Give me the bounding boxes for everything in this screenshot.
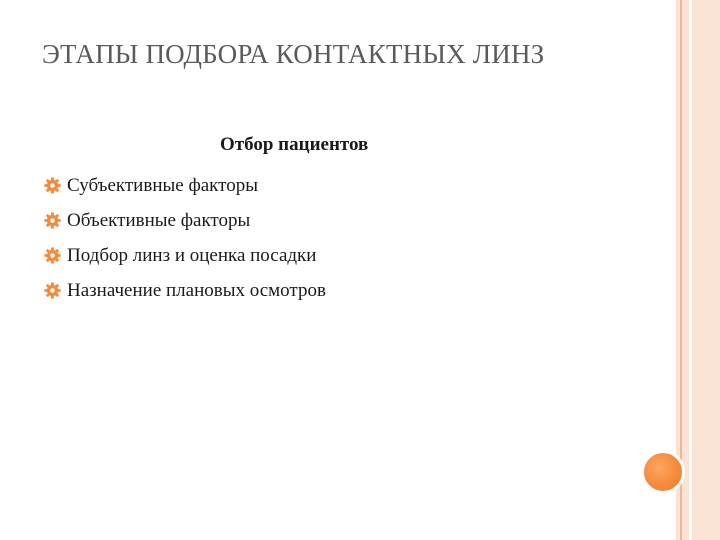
decor-circle <box>641 450 685 494</box>
gear-icon <box>44 282 61 299</box>
bullet-label: Подбор линз и оценка посадки <box>67 244 317 266</box>
slide-title: ЭТАПЫ ПОДБОРА КОНТАКТНЫХ ЛИНЗ <box>42 39 545 69</box>
bullet-label: Объективные факторы <box>67 209 251 231</box>
bullet-label: Назначение плановых осмотров <box>67 279 326 301</box>
bullet-item <box>44 168 326 203</box>
bullet-item <box>44 238 326 273</box>
gear-icon <box>44 212 61 229</box>
gear-icon <box>44 247 61 264</box>
right-decor-gap <box>689 0 692 540</box>
bullet-label: Субъективные факторы <box>67 174 258 196</box>
slide-subheading: Отбор пациентов <box>220 134 369 155</box>
bullet-item <box>44 203 326 238</box>
bullet-list <box>44 168 326 308</box>
gear-icon <box>44 177 61 194</box>
bullet-item <box>44 273 326 308</box>
right-decor-band <box>676 0 720 540</box>
